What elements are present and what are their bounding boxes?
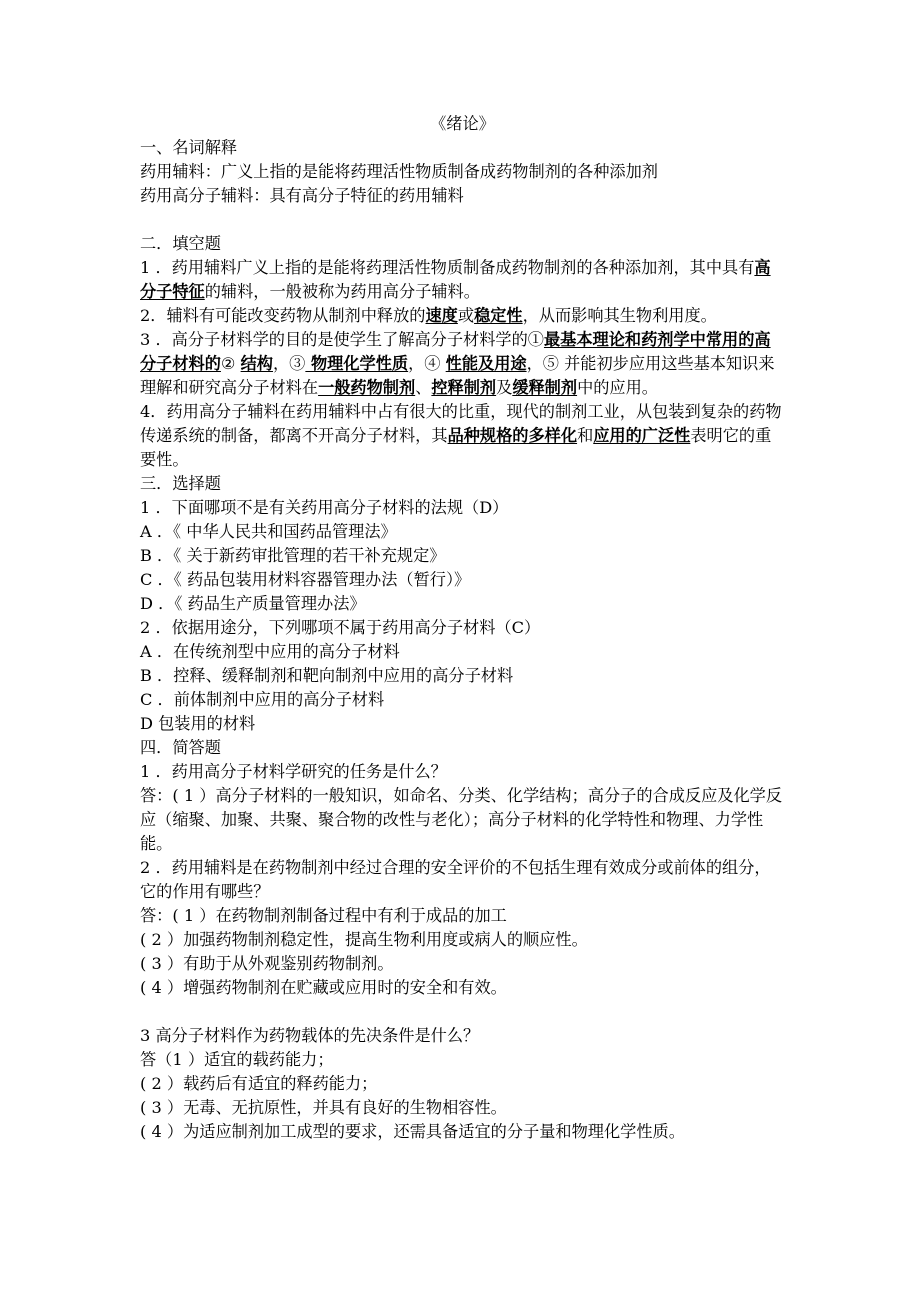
question-text: ，从而影响其生物利用度。: [522, 306, 717, 325]
answer-blank: 控释制剂: [431, 378, 497, 397]
question-text: 及: [496, 378, 513, 397]
answer-blank: 性能及用途: [445, 354, 527, 373]
fill-question-4: [140, 400, 785, 472]
question-text: 、: [415, 378, 432, 397]
short-answer-line: ( 2 ）加强药物制剂稳定性，提高生物利用度或病人的顺应性。: [140, 930, 588, 949]
choice-line: D 包装用的材料: [140, 714, 256, 733]
short-answer-line: ( 2 ）载药后有适宜的释药能力；: [140, 1074, 378, 1093]
question-text: 表明它的重要性。: [140, 426, 772, 469]
section-heading-multiple-choice: 三．选择题: [140, 474, 221, 493]
question-text: 的辅料，一般被称为药用高分子辅料。: [204, 282, 480, 301]
fill-question-1: [140, 256, 785, 304]
choice-line: B ．《 关于新药审批管理的若干补充规定》: [140, 546, 446, 565]
answer-blank: 最基本理论和药剂学中常用的高分子材料的: [140, 330, 771, 373]
choice-line: C ．前体制剂中应用的高分子材料: [140, 690, 385, 709]
answer-blank: 应用的广泛性: [593, 426, 691, 445]
choice-line: B ．控释、缓释制剂和靶向制剂中应用的高分子材料: [140, 666, 514, 685]
document-page: [140, 112, 785, 1144]
section-heading-fill-in: 二．填空题: [140, 234, 221, 253]
short-answer-line: 答：( 1 ）高分子材料的一般知识，如命名、分类、化学结构；高分子的合成反应及化学反应（缩聚、加聚、共聚、聚合物的改性与老化）；高分子材料的化学特性和物理、力学性能。: [140, 786, 783, 853]
short-answer-line: 3 高分子材料作为药物载体的先决条件是什么？: [140, 1026, 480, 1045]
question-text: 4．药用高分子辅料在药用辅料中占有很大的比重，现代的制剂工业，从包装到复杂的药物传递系统的制备，都离不开高分子材料，其: [140, 402, 782, 445]
choice-line: A ．《 中华人民共和国药品管理法》: [140, 522, 397, 541]
document-title: 《绪论》: [430, 114, 495, 133]
answer-blank: 高分子特征: [140, 258, 771, 301]
short-answer-line: 答（1 ）适宜的载药能力；: [140, 1050, 334, 1069]
question-text: ②: [220, 354, 241, 373]
choice-line: 2 ．依据用途分，下列哪项不属于药用高分子材料（C）: [140, 618, 541, 637]
choice-line: 1 ．下面哪项不是有关药用高分子材料的法规（D）: [140, 498, 509, 517]
definition-item: 药用高分子辅料：具有高分子特征的药用辅料: [140, 186, 464, 205]
definition-item: 药用辅料：广义上指的是能将药理活性物质制备成药物制剂的各种添加剂: [140, 162, 658, 181]
short-answer-line: 答：( 1 ）在药物制剂制备过程中有利于成品的加工: [140, 906, 507, 925]
question-text: ，④: [408, 354, 446, 373]
choice-line: C ．《 药品包装用材料容器管理办法（暂行）》: [140, 570, 471, 589]
fill-question-3: [140, 328, 785, 400]
question-text: ，⑤ 并能初步应用这些基本知识来理解和研究高分子材料在: [140, 354, 775, 397]
short-answer-line: 2 ．药用辅料是在药物制剂中经过合理的安全评价的不包括生理有效成分或前体的组分，它的作用有哪些？: [140, 858, 771, 901]
answer-blank: 物理化学性质: [305, 354, 409, 373]
choice-line: D ．《 药品生产质量管理办法》: [140, 594, 366, 613]
question-text: ，③: [272, 354, 306, 373]
question-text: 中的应用。: [577, 378, 658, 397]
question-text: 3 ．高分子材料学的目的是使学生了解高分子材料学的①: [140, 330, 544, 349]
answer-blank: 结构: [240, 354, 273, 373]
short-answer-line: 1 ．药用高分子材料学研究的任务是什么？: [140, 762, 447, 781]
short-answer-line: ( 4 ）为适应制剂加工成型的要求，还需具备适宜的分子量和物理化学性质。: [140, 1122, 685, 1141]
section-heading-definitions: 一、名词解释: [140, 138, 238, 157]
answer-blank: 稳定性: [474, 306, 523, 325]
short-answer-line: ( 4 ）增强药物制剂在贮藏或应用时的安全和有效。: [140, 978, 507, 997]
question-text: 和: [577, 426, 594, 445]
answer-blank: 一般药物制剂: [318, 378, 416, 397]
spacer: [140, 208, 785, 232]
answer-blank: 速度: [425, 306, 458, 325]
short-answer-line: ( 3 ）无毒、无抗原性，并具有良好的生物相容性。: [140, 1098, 507, 1117]
choice-line: A ．在传统剂型中应用的高分子材料: [140, 642, 400, 661]
section-heading-short-answer: 四．简答题: [140, 738, 221, 757]
spacer: [140, 1000, 785, 1024]
fill-question-2: [140, 304, 785, 328]
short-answer-line: ( 3 ）有助于从外观鉴别药物制剂。: [140, 954, 394, 973]
answer-blank: 缓释制剂: [512, 378, 578, 397]
question-text: 1 ．药用辅料广义上指的是能将药理活性物质制备成药物制剂的各种添加剂，其中具有: [140, 258, 755, 277]
question-text: 2．辅料有可能改变药物从制剂中释放的: [140, 306, 426, 325]
question-text: 或: [457, 306, 475, 325]
answer-blank: 品种规格的多样化: [447, 426, 578, 445]
